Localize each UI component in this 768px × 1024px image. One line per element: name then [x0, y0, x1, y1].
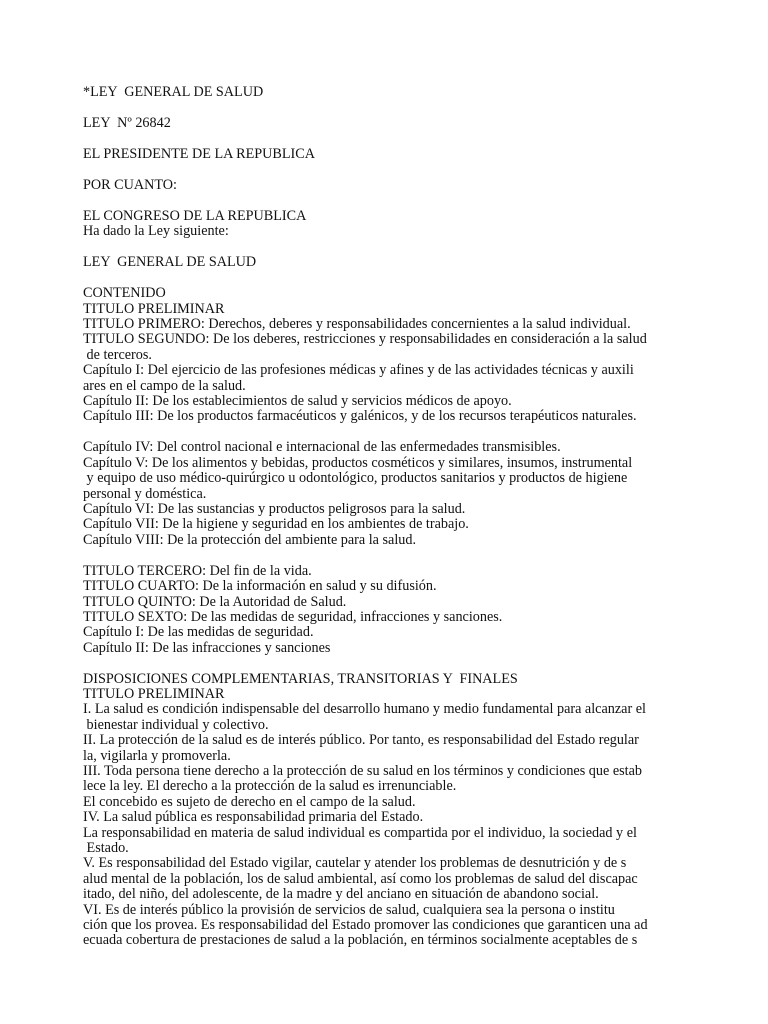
contents-line: Capítulo I: Del ejercicio de las profesiones médicas y afines y de las actividades técnicas y auxili — [83, 363, 634, 379]
contents-section — [83, 286, 708, 671]
body-line: ción que los provea. Es responsabilidad del Estado promover las condiciones que garanticen una ad — [83, 917, 648, 933]
body-line: alud mental de la población, los de salud ambiental, así como los problemas de salud del discapac — [83, 871, 638, 887]
contents-line: Capítulo VI: De las sustancias y productos peligrosos para la salud. — [83, 501, 466, 517]
body-line: la, vigilarla y promoverla. — [83, 748, 231, 764]
contents-line: Capítulo V: De los alimentos y bebidas, productos cosméticos y similares, insumos, instrumental — [83, 455, 633, 471]
congress-heading: EL CONGRESO DE LA REPUBLICA — [83, 208, 307, 224]
body-line: La responsabilidad en materia de salud individual es compartida por el individuo, la sociedad y el — [83, 825, 637, 841]
contents-line: Capítulo III: De los productos farmacéuticos y galénicos, y de los recursos terapéuticos naturales. — [83, 409, 637, 425]
contents-line: Capítulo II: De las infracciones y sanciones — [83, 640, 331, 656]
contents-line: TITULO CUARTO: De la información en salud y su difusión. — [83, 579, 437, 595]
document-title-note: *LEY GENERAL DE SALUD — [83, 85, 264, 100]
por-cuanto-heading: POR CUANTO: — [83, 177, 177, 193]
body-line: Estado. — [83, 840, 129, 856]
body-line: DISPOSICIONES COMPLEMENTARIAS, TRANSITORIAS Y FINALES — [83, 671, 518, 687]
body-line: ecuada cobertura de prestaciones de salud a la población, en términos socialmente aceptables de s — [83, 933, 638, 949]
contents-line: TITULO PRIMERO: Derechos, deberes y responsabilidades concernientes a la salud individual. — [83, 317, 631, 333]
contents-line: TITULO PRELIMINAR — [83, 301, 225, 317]
contents-line: TITULO TERCERO: Del fin de la vida. — [83, 563, 312, 579]
contents-line: Capítulo VII: De la higiene y seguridad en los ambientes de trabajo. — [83, 517, 469, 533]
law-number: LEY Nº 26842 — [83, 115, 171, 131]
body-line: TITULO PRELIMINAR — [83, 687, 225, 703]
contents-line: Capítulo I: De las medidas de seguridad. — [83, 625, 314, 641]
contents-line: CONTENIDO — [83, 286, 166, 302]
body-line: V. Es responsabilidad del Estado vigilar, cautelar y atender los problemas de desnutrición y de s — [83, 856, 627, 872]
contents-line: TITULO SEGUNDO: De los deberes, restricciones y responsabilidades en consideración a la salud — [83, 332, 647, 348]
body-line: III. Toda persona tiene derecho a la protección de su salud en los términos y condiciones que estab — [83, 764, 642, 780]
law-title: LEY GENERAL DE SALUD — [83, 255, 257, 271]
contents-line: Capítulo VIII: De la protección del ambiente para la salud. — [83, 532, 417, 548]
body-line: lece la ley. El derecho a la protección de la salud es irrenunciable. — [83, 779, 457, 795]
body-line: II. La protección de la salud es de interés público. Por tanto, es responsabilidad del Estado regular — [83, 733, 639, 749]
body-line: itado, del niño, del adolescente, de la madre y del anciano en situación de abandono social. — [83, 887, 599, 903]
body-line: El concebido es sujeto de derecho en el campo de la salud. — [83, 794, 416, 810]
contents-line: de terceros. — [83, 347, 152, 363]
contents-line: Capítulo II: De los establecimientos de salud y servicios médicos de apoyo. — [83, 394, 512, 410]
preliminar-section — [83, 672, 708, 949]
president-heading: EL PRESIDENTE DE LA REPUBLICA — [83, 146, 315, 162]
contents-line: y equipo de uso médico-quirúrgico u odontológico, productos sanitarios y productos de higiene — [83, 471, 628, 487]
contents-line: TITULO SEXTO: De las medidas de seguridad, infracciones y sanciones. — [83, 609, 503, 625]
body-line: I. La salud es condición indispensable del desarrollo humano y medio fundamental para alcanzar el — [83, 702, 646, 718]
body-line: bienestar individual y colectivo. — [83, 717, 269, 733]
contents-line: personal y doméstica. — [83, 486, 207, 502]
body-line: VI. Es de interés público la provisión de servicios de salud, cualquiera sea la persona o institu — [83, 902, 615, 918]
ha-dado-line: Ha dado la Ley siguiente: — [83, 224, 229, 240]
contents-line: ares en el campo de la salud. — [83, 378, 246, 394]
contents-line: TITULO QUINTO: De la Autoridad de Salud. — [83, 594, 347, 610]
body-line: IV. La salud pública es responsabilidad primaria del Estado. — [83, 810, 424, 826]
contents-line: Capítulo IV: Del control nacional e internacional de las enfermedades transmisibles. — [83, 440, 561, 456]
